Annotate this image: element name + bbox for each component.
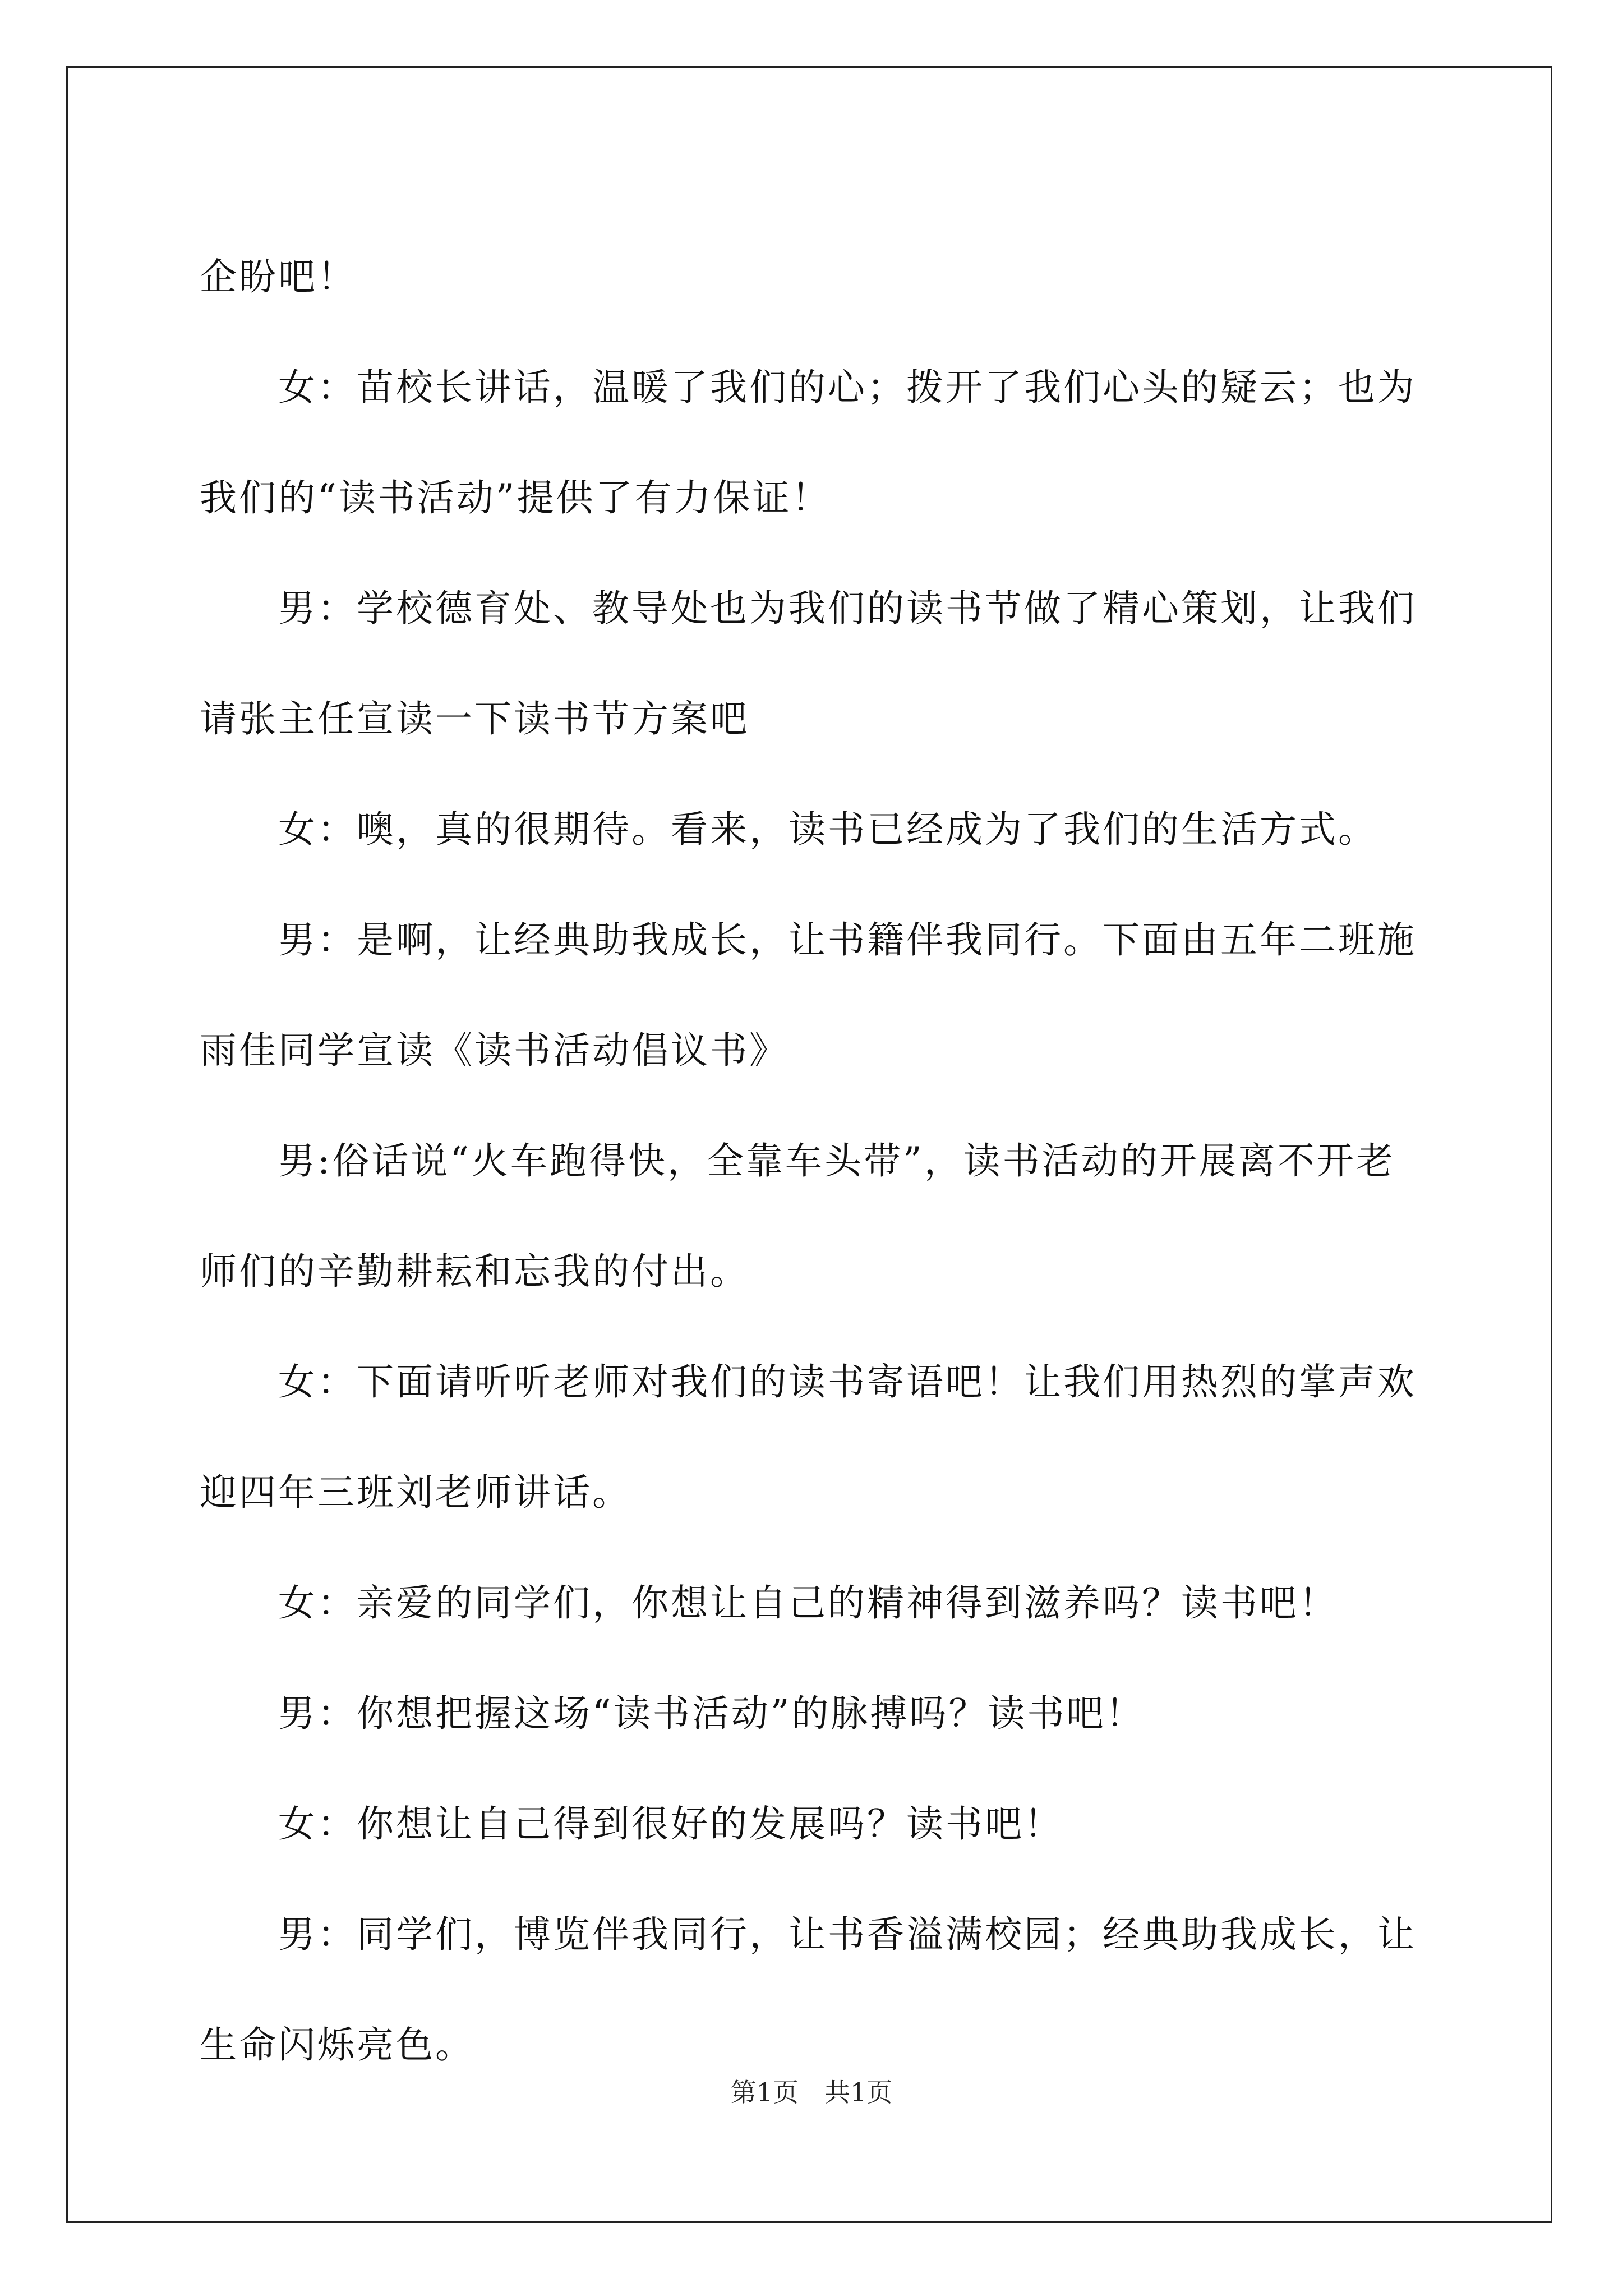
- paragraph-female-5: 女：你想让自己得到很好的发展吗？读书吧！: [278, 1802, 1063, 1846]
- page-number-footer: 第1页 共1页: [730, 2077, 893, 2108]
- paragraph-male-2: 男：是啊，让经典助我成长，让书籍伴我同行。下面由五年二班施雨佳同学宣读《读书活动倡议书》: [200, 918, 1417, 1072]
- paragraph-continuation: 企盼吧！: [200, 255, 357, 298]
- paragraph-female-2: 女：噢，真的很期待。看来，读书已经成为了我们的生活方式。: [278, 808, 1377, 851]
- paragraph-female-1: 女：苗校长讲话，温暖了我们的心；拨开了我们心头的疑云；也为我们的“读书活动”提供了有力保证！: [200, 366, 1417, 519]
- paragraph-male-4: 男：你想把握这场“读书活动”的脉搏吗？读书吧！: [278, 1692, 1145, 1735]
- paragraph-male-3: 男:俗话说“火车跑得快，全靠车头带”，读书活动的开展离不开老师们的辛勤耕耘和忘我的付出。: [200, 1139, 1395, 1293]
- paragraph-female-4: 女：亲爱的同学们，你想让自己的精神得到滋养吗？读书吧！: [278, 1581, 1338, 1625]
- document-body: [200, 222, 1422, 2100]
- paragraph-male-5: 男：同学们，博览伴我同行，让书香溢满校园；经典助我成长，让生命闪烁亮色。: [200, 1913, 1417, 2067]
- paragraph-male-1: 男：学校德育处、教导处也为我们的读书节做了精心策划，让我们请张主任宣读一下读书节方案吧: [200, 587, 1417, 740]
- paragraph-female-3: 女：下面请听听老师对我们的读书寄语吧！让我们用热烈的掌声欢迎四年三班刘老师讲话。: [200, 1360, 1417, 1514]
